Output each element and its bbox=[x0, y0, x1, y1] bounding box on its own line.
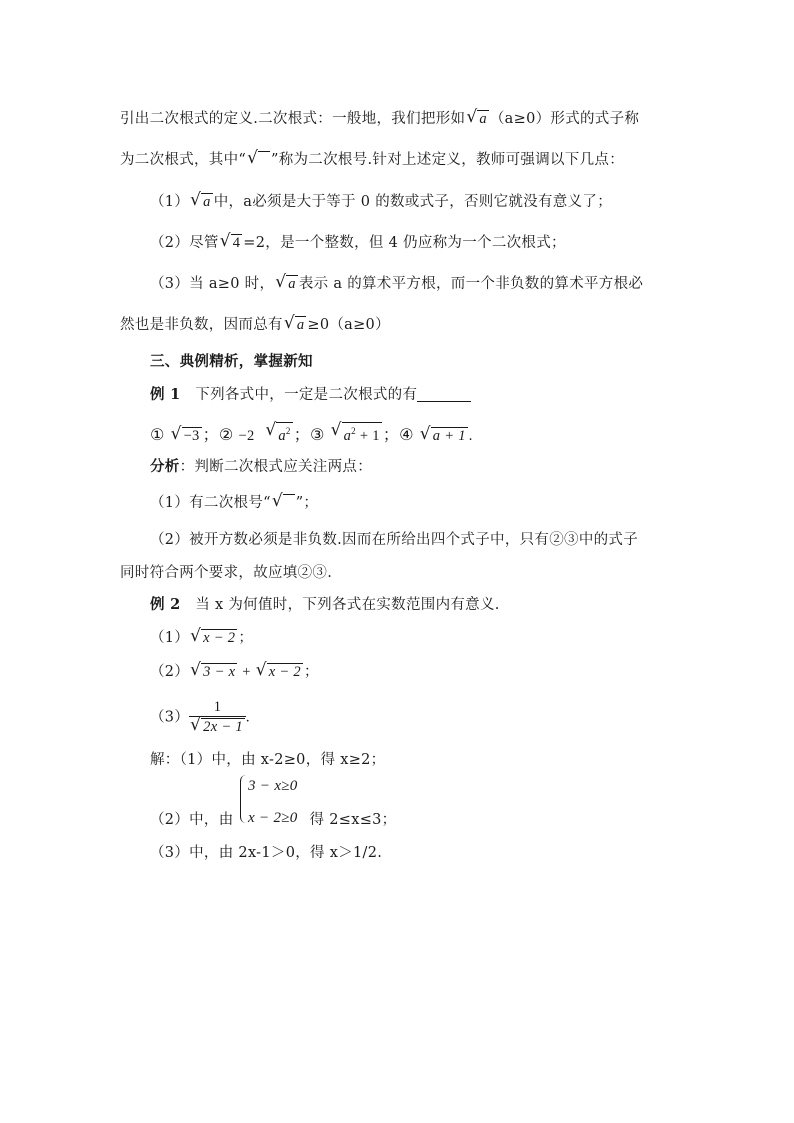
text-span: 引出二次根式的定义.二次根式：一般地，我们把形如 bbox=[120, 111, 466, 127]
sqrt-a: √ a bbox=[190, 190, 211, 210]
text-span: 下列各式中，一定是二次根式的有 bbox=[195, 387, 418, 403]
point-2 bbox=[150, 233, 566, 253]
text-span: （2）尽管 bbox=[150, 235, 219, 251]
text-span: 中，a必须是大于等于 0 的数或式子，否则它就没有意义了； bbox=[213, 194, 612, 210]
example-1 bbox=[150, 385, 471, 405]
section-heading: 三、典例精析，掌握新知 bbox=[150, 353, 313, 370]
analysis-label: 分析 bbox=[150, 458, 180, 475]
fraction: 1 √ 2x − 1 bbox=[189, 698, 246, 737]
text-span: 表示 a 的算术平方根，而一个非负数的算术平方根必 bbox=[298, 276, 644, 292]
sqrt-symbol: √ bbox=[247, 150, 270, 170]
text-span: 为二次根式，其中“ bbox=[120, 152, 247, 168]
solution-2 bbox=[150, 810, 396, 830]
sqrt-a-squared-plus-1: √ $a^2 + 1$ bbox=[330, 420, 380, 444]
sqrt-a: √ a bbox=[466, 107, 487, 127]
point-3-line1 bbox=[150, 274, 643, 294]
sqrt-x-minus-2: √ x − 2 bbox=[190, 626, 236, 646]
text-span: 得 2≤x≤3； bbox=[309, 812, 397, 828]
option-sep: ；③ bbox=[293, 425, 325, 444]
math-text: . bbox=[245, 709, 250, 726]
paragraph-definition-line2 bbox=[120, 150, 624, 170]
sqrt-a: √ a bbox=[275, 272, 296, 292]
sqrt-a-plus-1: √ a + 1 bbox=[419, 424, 466, 444]
question-3 bbox=[150, 698, 250, 737]
text-span: =2，是一个整数，但 4 仍应称为一个二次根式； bbox=[243, 235, 566, 251]
analysis-point-2-line2: 同时符合两个要求，故应填②③. bbox=[120, 565, 333, 581]
example-2 bbox=[150, 595, 500, 615]
text-span: （1）有二次根号“ bbox=[150, 495, 271, 511]
math-text: . bbox=[468, 428, 473, 444]
text-span: （3）当 a≥0 时， bbox=[150, 276, 275, 292]
text-span: （2） bbox=[150, 664, 190, 680]
sqrt-a-squared: √ $a^2$ bbox=[265, 420, 291, 444]
sqrt-neg3: √ −3 bbox=[170, 424, 200, 444]
math-text: + bbox=[238, 664, 255, 680]
sqrt-4: √ 4 bbox=[219, 231, 241, 251]
circled-number: ① bbox=[150, 425, 165, 444]
option-sep: ；② bbox=[202, 425, 234, 444]
system-eq-1: 3 − x≥0 bbox=[248, 778, 298, 794]
point-1 bbox=[150, 192, 612, 212]
solution-1: 解：（1）中，由 x-2≥0，得 x≥2； bbox=[150, 752, 386, 768]
text-span: （2）中，由 bbox=[150, 812, 234, 828]
text-span: ； bbox=[238, 630, 254, 646]
question-1 bbox=[150, 628, 253, 648]
sqrt-symbol: √ bbox=[272, 493, 295, 513]
option-sep: ；④ bbox=[382, 425, 414, 444]
text-span: （1） bbox=[150, 194, 190, 210]
paragraph-definition-line1 bbox=[120, 109, 639, 129]
math-text: −2 bbox=[238, 428, 255, 444]
analysis-point-1 bbox=[150, 493, 318, 513]
text-span: 当 x 为何值时，下列各式在实数范围内有意义. bbox=[195, 597, 500, 613]
system-eq-2: x − 2≥0 bbox=[248, 810, 298, 826]
example-1-options bbox=[150, 422, 473, 446]
answer-blank bbox=[417, 387, 471, 402]
solution-3: （3）中，由 2x-1＞0，得 x＞1/2. bbox=[150, 845, 383, 861]
text-span: （a≥0）形式的式子称 bbox=[489, 111, 640, 127]
question-2 bbox=[150, 662, 319, 682]
text-span: ”称为二次根号.针对上述定义，教师可强调以下几点： bbox=[270, 152, 625, 168]
point-3-line2 bbox=[120, 315, 390, 335]
text-span: （3） bbox=[150, 709, 190, 726]
text-span: （1） bbox=[150, 630, 190, 646]
sqrt-x-minus-2: √ x − 2 bbox=[255, 660, 301, 680]
analysis-heading bbox=[150, 457, 372, 477]
text-span: ； bbox=[303, 664, 319, 680]
text-span: ≥0（a≥0） bbox=[307, 317, 390, 333]
example-label: 例 2 bbox=[150, 596, 181, 613]
text-span: 然也是非负数，因而总有 bbox=[120, 317, 283, 333]
sqrt-a: √ a bbox=[283, 313, 305, 333]
sqrt-2x-minus-1: √ 2x − 1 bbox=[190, 715, 243, 735]
text-span: ：判断二次根式应关注两点： bbox=[179, 459, 373, 475]
example-label: 例 1 bbox=[150, 386, 181, 403]
text-span: ”； bbox=[295, 495, 319, 511]
sqrt-3-minus-x: √ 3 − x bbox=[190, 660, 236, 680]
analysis-point-2-line1: （2）被开方数必须是非负数.因而在所给出四个式子中，只有②③中的式子 bbox=[150, 532, 639, 548]
